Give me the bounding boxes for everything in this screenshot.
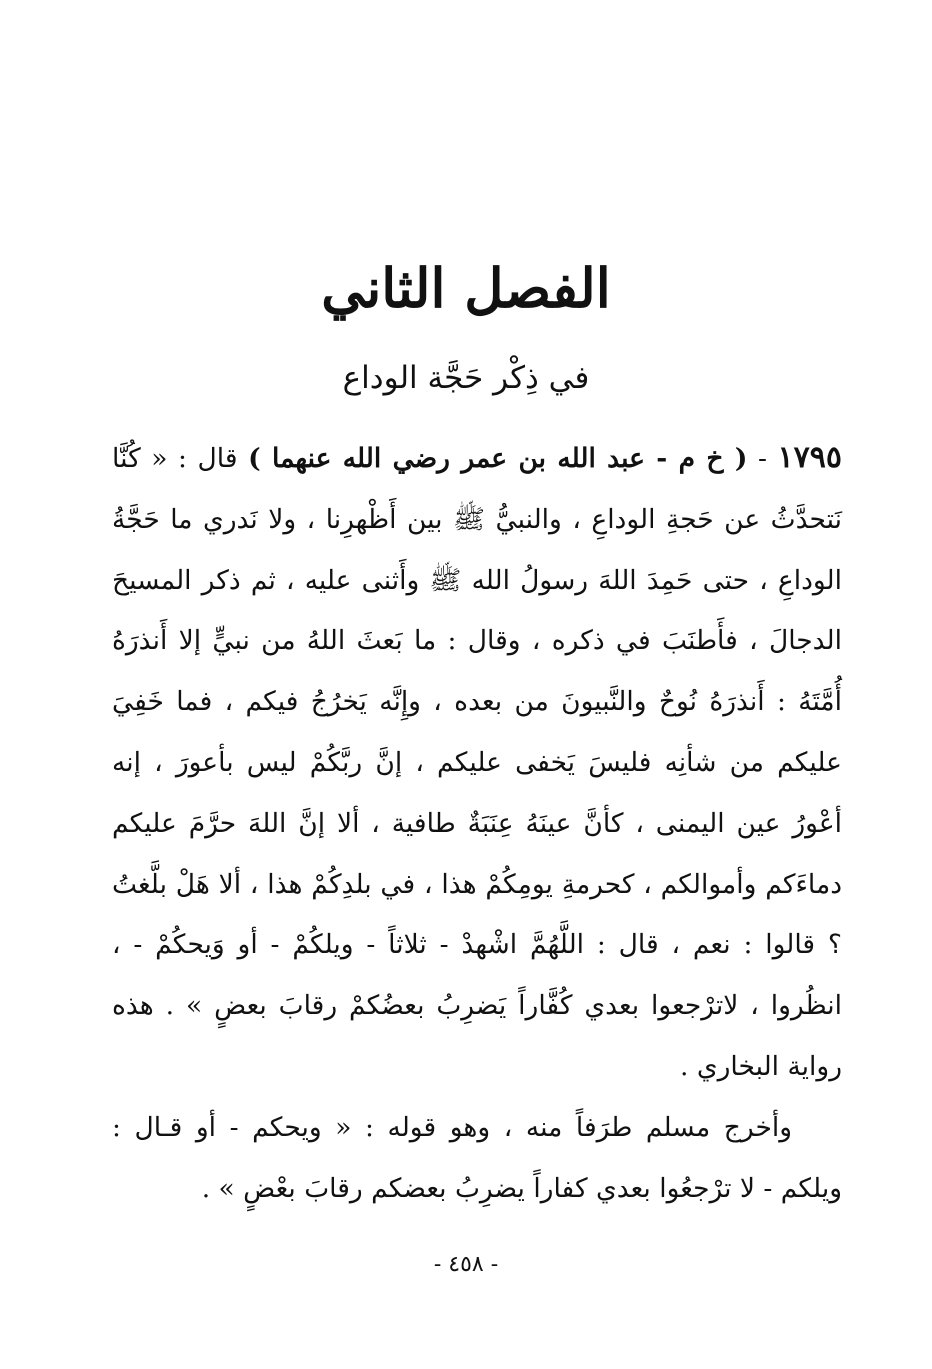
hadith-text: قال : « كُنَّا نَتحدَّثُ عن حَجةِ الوداعِ ، والنبيُّ ﷺ بين أَظْهرِنا ، ولا نَدري ما حَجَّةُ الوداعِ ، حتى حَمِدَ اللهَ رسولُ الله ﷺ وأَثنى عليه ، ثم ذكر المسيحَ الدجالَ ، فأَطنَبَ في ذكره ، وقال : ما بَعثَ اللهُ من نبيٍّ إلا أَنذرَهُ أُمَّتَهُ : أَنذرَهُ نُوحٌ والنَّبيونَ من بعده ، وإِنَّه يَخرُجُ فيكم ، فما خَفِيَ عليكم من شأنِه فليسَ يَخفى عليكم ، إنَّ ربَّكُمْ ليس بأعورَ ، إنه أعْورُ عين اليمنى ، كأنَّ عينَهُ عِنَبَةٌ طافية ، ألا إنَّ اللهَ حرَّمَ عليكم دماءَكم وأموالكم ، كحرمةِ يومِكُمْ هذا ، في بلدِكُمْ هذا ، ألا هَلْ بلَّغتُ ؟ قالوا : نعم ، قال : اللَّهُمَّ اشْهدْ - ثلاثاً - ويلكُمْ - أو وَيحكُمْ - ، انظُروا ، لاترْجعوا بعدي كُفَّاراً يَضرِبُ بعضُكمْ رقابَ بعضٍ » . هذه رواية البخاري .	[112, 443, 842, 1082]
chapter-title: الفصل الثاني	[321, 256, 611, 320]
continuation-paragraph: وأخرج مسلم طرَفاً منه ، وهو قوله : « ويحكم - أو قـال : ويلكم - لا ترْجعُوا بعدي كفاراً يضرِبُ بعضكم رقابَ بعْضٍ » .	[112, 1111, 842, 1204]
page-number: - ٤٥٨ -	[433, 1252, 499, 1277]
hadith-dash: -	[747, 443, 778, 474]
hadith-paragraph	[112, 428, 842, 1098]
hadith-sources: ( خ م - عبد الله بن عمر رضي الله عنهما )	[248, 443, 748, 474]
body-text	[112, 428, 842, 1219]
chapter-subtitle: في ذِكْر حَجَّة الوداع	[342, 360, 590, 396]
hadith-number: ١٧٩٥	[777, 440, 842, 475]
